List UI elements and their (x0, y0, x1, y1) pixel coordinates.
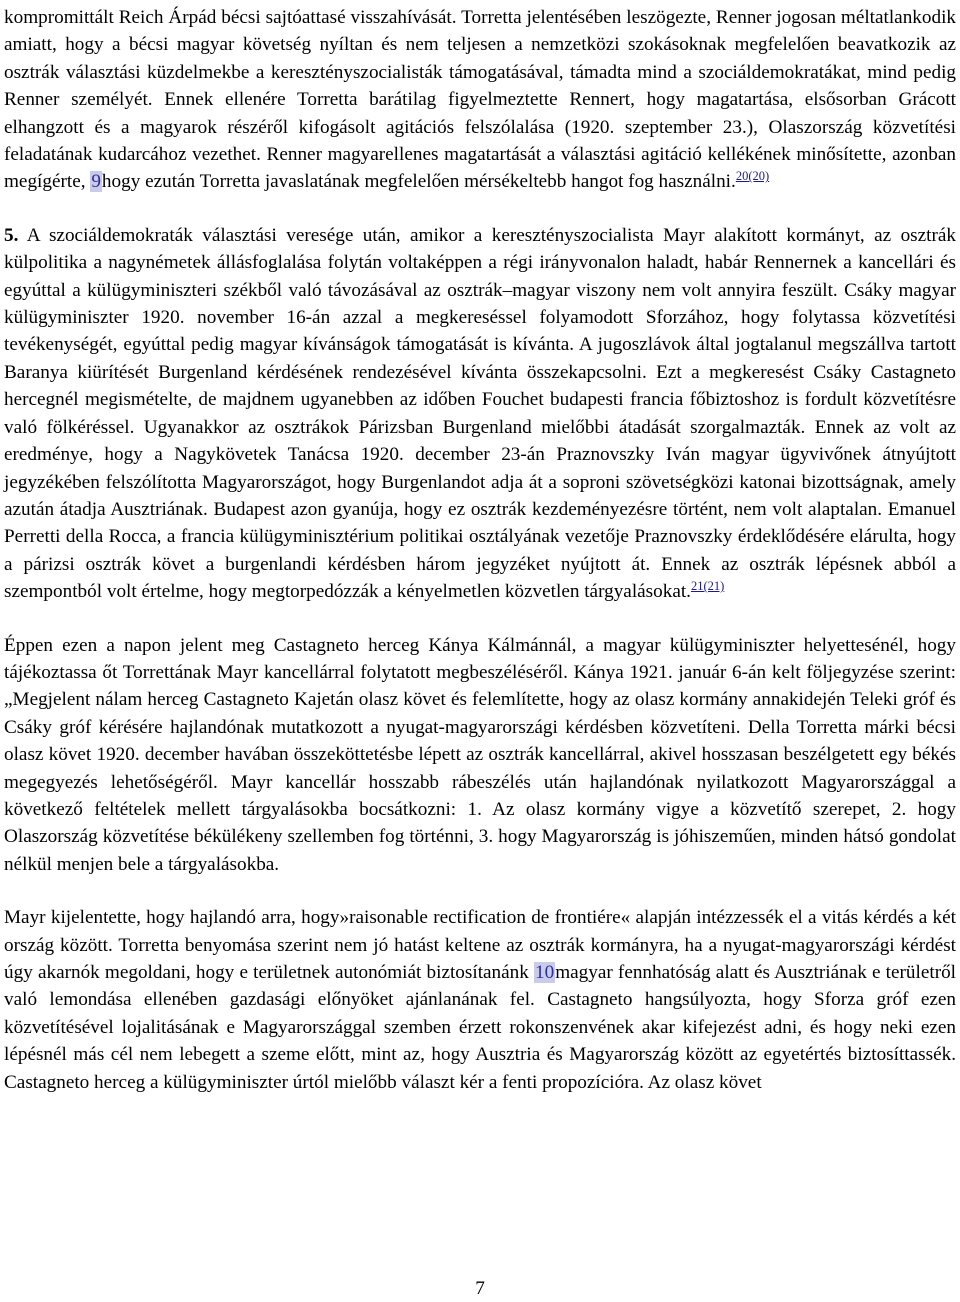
paragraph-4 (4, 904, 956, 1096)
paragraph-2-text: A szociáldemokraták választási veresége után, amikor a keresztényszocialista Mayr alakított kormányt, az osztrák külpolitika a nagynémetek állásfoglalása folytán voltaképpen a régi irányvonalon haladt, habár Rennernek a kancellári és egyúttal a külügyminiszteri székből való távozásával az osztrák–magyar viszony nem volt annyira feszült. Csáky magyar külügyminiszter 1920. november 16-án azzal a megkereséssel folyamodott Sforzához, hogy folytassa közvetítési tevékenységét, egyúttal pedig magyar kívánságok támogatását is kívánta. A jugoszlávok által jogtalanul megszállva tartott Baranya kiürítését Burgenland kérdésének rendezésével kívánta összekapcsolni. Ezt a megkeresést Csáky Castagneto hercegnél megismételte, de majdnem ugyanebben az időben Fouchet budapesti francia főbiztoshoz is fordult közvetítésre való fölkéréssel. Ugyanakkor az osztrákok Párizsban Burgenland mielőbbi átadását szorgalmazták. Ennek az volt az eredménye, hogy a Nagykövetek Tanácsa 1920. december 23-án Praznovszky Iván magyar ügyvivőnek átnyújtott jegyzékében felszólította Magyarországot, hogy Burgenlandot adja át a soproni szövetségközi katonai bizottságnak, amely azután átadja Ausztriának. Budapest azon gyanúja, hogy ez osztrák kezdeményezésre történt, nem volt alaptalan. Emanuel Perretti della Rocca, a francia külügyminisztérium politikai osztályának vezetője Praznovszky érdeklődésére elárulta, hogy a párizsi osztrák követ a burgenlandi kérdésben három jegyzéket nyújtott át. Ennek az osztrák lépésnek abból a szempontból volt értelme, hogy megtorpedózzák a kényelmetlen közvetlen tárgyalásokat. (4, 224, 956, 603)
paragraph-3 (4, 632, 956, 879)
footnote-link-21[interactable]: 21(21) (690, 579, 725, 594)
document-page (4, 4, 956, 1096)
paragraph-gap (4, 606, 956, 632)
paragraph-1-text-a: kompromittált Reich Árpád bécsi sajtóattasé visszahívását. Torretta jelentésében leszögezte, Renner jogosan méltatlankodik amiatt, hogy a bécsi magyar követség nyíltan és nem teljesen a nemzetközi szokásoknak megfelelően beavatkozik az osztrák választási küzdelmekbe a keresztényszocialisták támogatásával, támadta mind a szociáldemokratákat, mind pedig Renner személyét. Ennek ellenére Torretta barátilag figyelmeztette Rennert, hogy magatartása, elsősorban Grácott elhangzott és a magyarok részéről kifogásolt agitációs felszólalása (1920. szeptember 23.), Olaszország közvetítési feladatának kudarcához vezethet. Renner magyarellenes magatartását a választási agitáció kellékének minősítette, azonban megígérte, (4, 7, 956, 193)
paragraph-gap (4, 196, 956, 222)
section-number: 5. (4, 224, 19, 246)
paragraph-3-text: Éppen ezen a napon jelent meg Castagneto herceg Kánya Kálmánnál, a magyar külügyminiszter helyettesénél, hogy tájékoztassa őt Torrettának Mayr kancellárral folytatott megbeszéléséről. Kánya 1921. január 6-án kelt följegyzése szerint: „Megjelent nálam herceg Castagneto Kajetán olasz követ és felemlítette, hogy az olasz kormány annakidején Teleki gróf és Csáky gróf kérésére hajlandónak mutatkozott a nyugat-magyarországi kérdésben közvetíteni. Della Torretta márki bécsi olasz követ 1920. december havában összeköttetésbe lépett az osztrák kancellárral, akivel hosszasan beszélgetett egy békés megegyezés lehetőségéről. Mayr kancellár hosszabb rábeszélés után hajlandónak nyilatkozott Magyarországgal a következő feltételek mellett tárgyalásokba bocsátkozni: 1. Az olasz kormány vigye a közvetítő szerepet, 2. hogy Olaszország közvetítése békülékeny szellemben fog történni, 3. hogy Magyarország is jóhiszeműen, minden hátsó gondolat nélkül menjen bele a tárgyalásokba. (4, 634, 956, 875)
paragraph-1-text-b: hogy ezután Torretta javaslatának megfelelően mérsékeltebb hangot fog használni. (101, 171, 736, 193)
paragraph-2 (4, 222, 956, 606)
paragraph-1 (4, 4, 956, 196)
paragraph-4-text-a: Mayr kijelentette, hogy hajlandó arra, hogy»raisonable rectification de frontiére« alapján intézzessék el a vitás kérdés a két ország között. Torretta benyomása szerint nem jó hatást keltene az osztrák kormányra, ha a nyugat-magyarországi kérdést úgy akarnók megoldani, hogy e területnek autonómiát biztosítanánk (4, 907, 956, 983)
page-marker-10: 10 (535, 962, 555, 983)
paragraph-4-text-b: magyar fennhatóság alatt és Ausztriának e területről való lemondása ellenében gazdasági előnyöket ajánlanának fel. Castagneto hangsúlyozta, hogy Sforza gróf ezen közvetítésével lojalitásának e Magyarországgal szemben érzett rokonszenvének akar kifejezést adni, és hogy neki ezen lépésnél más cél nem lebegett a szeme előtt, mint az, hogy Ausztria és Magyarország között az egyetértés biztosíttassék. Castagneto herceg a külügyminiszter úrtól mielőbb választ kér a fenti propozícióra. Az olasz követ (4, 962, 957, 1093)
page-marker-9: 9 (91, 171, 101, 193)
footnote-link-20[interactable]: 20(20) (735, 169, 770, 184)
paragraph-gap (4, 878, 956, 904)
page-number: 7 (475, 1278, 485, 1299)
